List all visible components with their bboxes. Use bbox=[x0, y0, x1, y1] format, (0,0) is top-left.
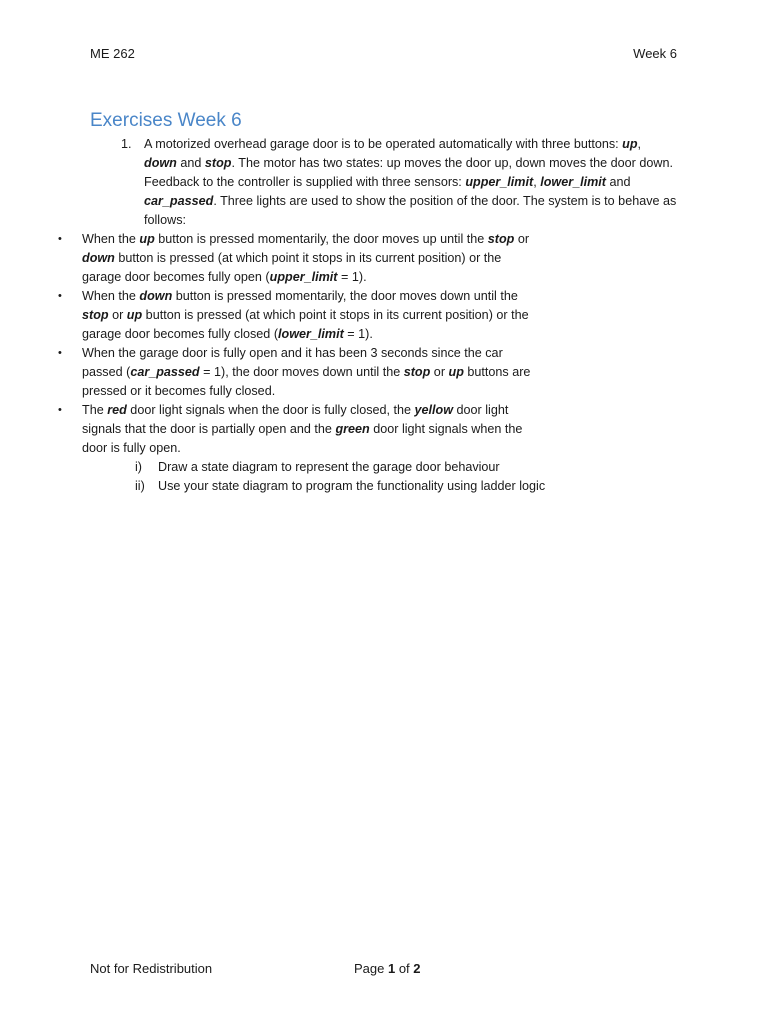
bullet-text: or bbox=[108, 308, 127, 322]
keyword-lower-limit: lower_limit bbox=[540, 175, 606, 189]
intro-text: and bbox=[176, 156, 205, 170]
keyword: car_passed bbox=[130, 365, 200, 379]
bullet-icon: • bbox=[58, 347, 62, 359]
header-course: ME 262 bbox=[90, 46, 135, 61]
keyword-car-passed: car_passed bbox=[144, 194, 214, 208]
page-title: Exercises Week 6 bbox=[90, 110, 242, 131]
bullet-text: = 1). bbox=[343, 327, 373, 341]
exercise-item-1 bbox=[121, 135, 677, 230]
keyword: red bbox=[107, 403, 127, 417]
list-item bbox=[58, 344, 533, 401]
keyword: down bbox=[139, 289, 173, 303]
keyword: green bbox=[335, 422, 370, 436]
bullet-text: button is pressed (at which point it stops in its current position) or the garage door becomes fully open ( bbox=[82, 251, 502, 284]
intro-text: , bbox=[637, 137, 642, 151]
keyword: up bbox=[448, 365, 464, 379]
keyword: stop bbox=[82, 308, 109, 322]
keyword-upper-limit: upper_limit bbox=[465, 175, 534, 189]
keyword: yellow bbox=[414, 403, 454, 417]
keyword: upper_limit bbox=[269, 270, 338, 284]
bullet-text: When the bbox=[82, 289, 140, 303]
intro-text: A motorized overhead garage door is to be operated automatically with three buttons: bbox=[144, 137, 623, 151]
keyword: stop bbox=[403, 365, 431, 379]
bullet-text: = 1). bbox=[337, 270, 367, 284]
page-of: of bbox=[395, 961, 414, 976]
bullet-text: The bbox=[82, 403, 108, 417]
keyword: stop bbox=[487, 232, 515, 246]
footer-notice: Not for Redistribution bbox=[90, 961, 213, 976]
keyword-up: up bbox=[622, 137, 638, 151]
exercise-body bbox=[0, 135, 768, 496]
keyword: lower_limit bbox=[278, 327, 344, 341]
page-word: Page bbox=[354, 961, 388, 976]
subitem-text: Draw a state diagram to represent the garage door behaviour bbox=[158, 460, 500, 474]
keyword-stop: stop bbox=[204, 156, 232, 170]
bullet-text: button is pressed momentarily, the door moves up until the bbox=[154, 232, 488, 246]
subitem-2 bbox=[135, 477, 768, 496]
intro-text: , bbox=[533, 175, 541, 189]
list-item bbox=[58, 401, 533, 458]
exercise-number: 1. bbox=[121, 137, 132, 151]
bullet-text: button is pressed (at which point it stops in its current position) or the garage door becomes fully closed ( bbox=[82, 308, 529, 341]
intro-text: and bbox=[606, 175, 631, 189]
list-item bbox=[58, 287, 533, 344]
bullet-text: button is pressed momentarily, the door moves down until the bbox=[172, 289, 518, 303]
subitem-number: ii) bbox=[135, 479, 145, 493]
header-week: Week 6 bbox=[633, 46, 677, 61]
page-number bbox=[354, 961, 421, 976]
bullet-text: buttons are pressed or it becomes fully closed. bbox=[82, 365, 531, 398]
subitem-text: Use your state diagram to program the functionality using ladder logic bbox=[158, 479, 546, 493]
keyword: down bbox=[82, 251, 115, 265]
bullet-text: or bbox=[514, 232, 530, 246]
bullet-icon: • bbox=[58, 233, 62, 245]
bullet-text: or bbox=[430, 365, 449, 379]
bullet-text: door light signals when the door is fully open. bbox=[82, 422, 523, 455]
bullet-text: When the bbox=[82, 232, 140, 246]
bullet-text: = 1), the door moves down until the bbox=[199, 365, 404, 379]
keyword: up bbox=[126, 308, 143, 322]
page-current: 1 bbox=[387, 961, 396, 976]
keyword-down: down bbox=[144, 156, 177, 170]
intro-text: . The motor has two states: up moves the door up, down moves the door down. Feedback to the controller is supplied with three sensors: bbox=[144, 156, 673, 189]
bullet-icon: • bbox=[58, 404, 62, 416]
behaviour-list bbox=[0, 230, 768, 458]
bullet-text: When the garage door is fully open and it has been 3 seconds since the car passed ( bbox=[82, 346, 503, 379]
list-item bbox=[58, 230, 533, 287]
bullet-icon: • bbox=[58, 290, 62, 302]
page-total: 2 bbox=[413, 961, 421, 976]
subitem-1 bbox=[135, 458, 768, 477]
bullet-text: door light signals that the door is partially open and the bbox=[82, 403, 509, 436]
subitem-number: i) bbox=[135, 460, 142, 474]
intro-text: . Three lights are used to show the position of the door. The system is to behave as follows: bbox=[144, 194, 677, 227]
bullet-text: door light signals when the door is fully closed, the bbox=[126, 403, 415, 417]
keyword: up bbox=[139, 232, 155, 246]
